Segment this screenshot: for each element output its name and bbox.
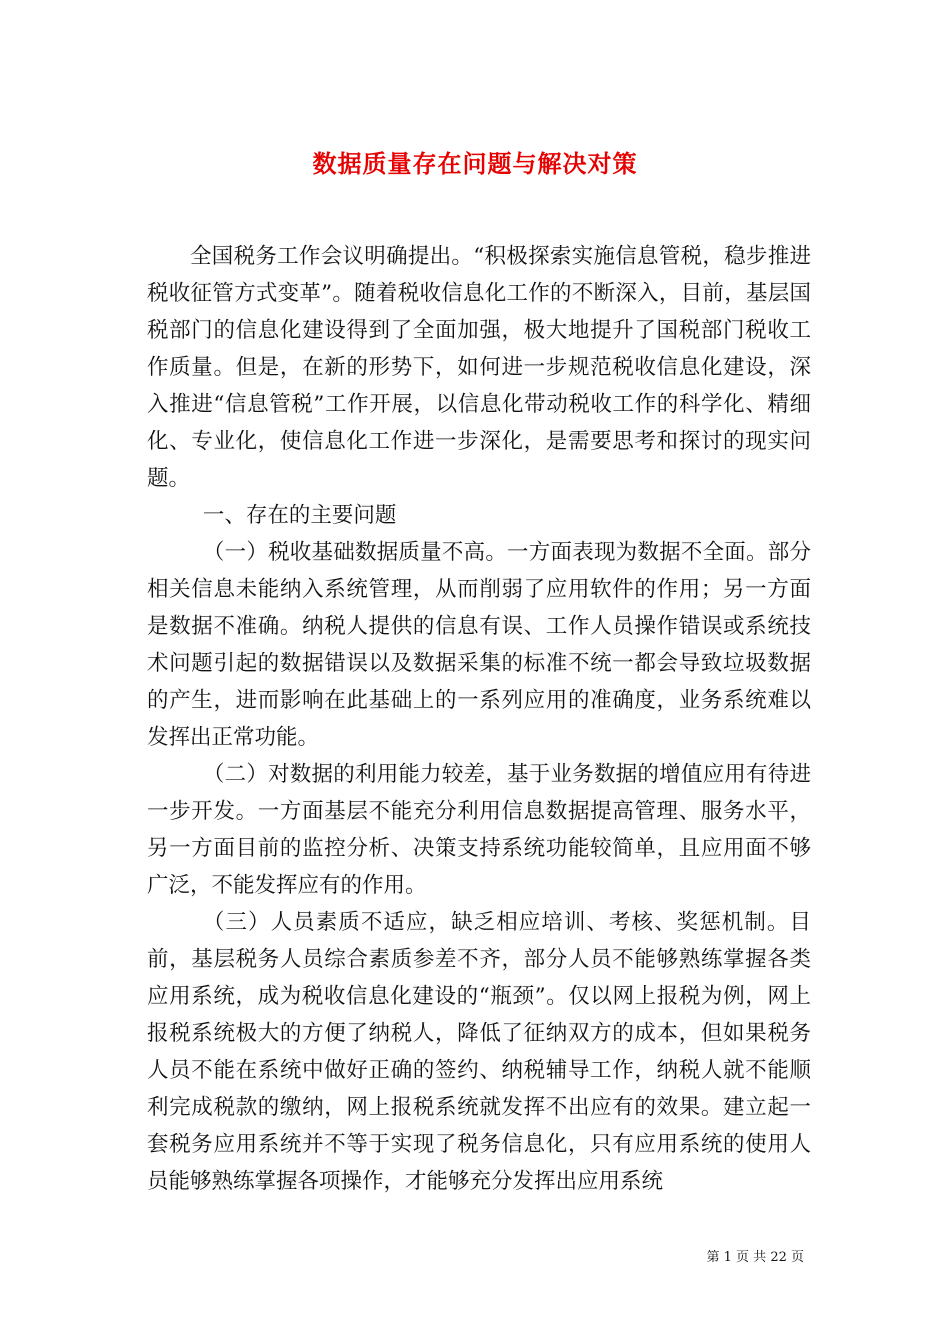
paragraph-issue-3: （三）人员素质不适应，缺乏相应培训、考核、奖惩机制。目前，基层税务人员综合素质参差不齐，部分人员不能够熟练掌握各类应用系统，成为税收信息化建设的“瓶颈”。仅以网上报税为例，网上报税系统极大的方便了纳税人，降低了征纳双方的成本，但如果税务人员不能在系统中做好正确的签约、纳税辅导工作，纳税人就不能顺利完成税款的缴纳，网上报税系统就发挥不出应有的效果。建立起一套税务应用系统并不等于实现了税务信息化，只有应用系统的使用人员能够熟练掌握各项操作，才能够充分发挥出应用系统 xyxy=(147,910,811,1194)
paragraph-intro: 全国税务工作会议明确提出。“积极探索实施信息管税，稳步推进税收征管方式变革”。随着税收信息化工作的不断深入，目前，基层国税部门的信息化建设得到了全面加强，极大地提升了国税部门税收工作质量。但是，在新的形势下，如何进一步规范税收信息化建设，深入推进“信息管税”工作开展，以信息化带动税收工作的科学化、精细化、专业化，使信息化工作进一步深化，是需要思考和探讨的现实问题。 xyxy=(147,244,811,491)
document-body xyxy=(147,238,811,1200)
page-footer: 第 1 页 共 22 页 xyxy=(706,1250,804,1265)
paragraph-issue-2: （二）对数据的利用能力较差，基于业务数据的增值应用有待进一步开发。一方面基层不能充分利用信息数据提高管理、服务水平，另一方面目前的监控分析、决策支持系统功能较简单，且应用面不够广泛，不能发挥应有的作用。 xyxy=(147,762,811,898)
document-title: 数据质量存在问题与解决对策 xyxy=(312,149,638,179)
paragraph-issue-1: （一）税收基础数据质量不高。一方面表现为数据不全面。部分相关信息未能纳入系统管理，从而削弱了应用软件的作用；另一方面是数据不准确。纳税人提供的信息有误、工作人员操作错误或系统技术问题引起的数据错误以及数据采集的标准不统一都会导致垃圾数据的产生，进而影响在此基础上的一系列应用的准确度，业务系统难以发挥出正常功能。 xyxy=(147,540,811,750)
section-heading: 一、存在的主要问题 xyxy=(202,503,397,528)
